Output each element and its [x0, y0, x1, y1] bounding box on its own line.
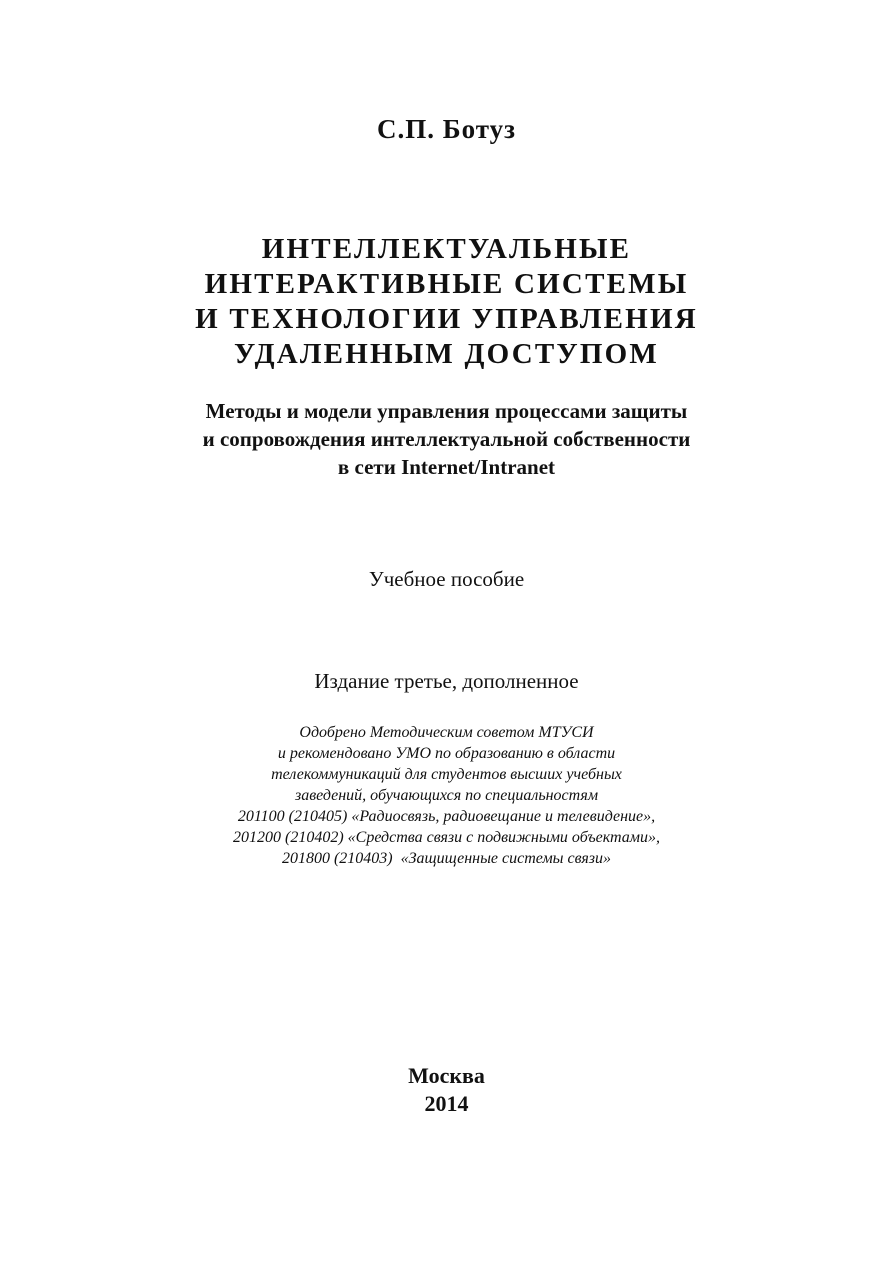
title-line-1: ИНТЕЛЛЕКТУАЛЬНЫЕ	[261, 233, 632, 265]
edition-note: Издание третье, дополненное	[314, 669, 579, 693]
approval-line-6: 201200 (210402) «Средства связи с подвижными объектами»,	[232, 829, 660, 846]
approval-line-2: и рекомендовано УМО по образованию в области	[277, 745, 616, 762]
approval-line-4: заведений, обучающихся по специальностям	[294, 787, 599, 804]
imprint	[0, 1062, 893, 1118]
title-line-3: И ТЕХНОЛОГИИ УПРАВЛЕНИЯ	[195, 303, 698, 335]
subtitle-line-1: Методы и модели управления процессами защиты	[205, 399, 688, 423]
approval-line-5: 201100 (210405) «Радиосвязь, радиовещание и телевидение»,	[237, 808, 656, 825]
imprint-city: Москва	[408, 1063, 485, 1088]
author-name: С.П. Ботуз	[376, 114, 516, 144]
title-line-2: ИНТЕРАКТИВНЫЕ СИСТЕМЫ	[204, 268, 689, 300]
subtitle-line-3: в сети Internet/Intranet	[337, 455, 556, 479]
approval-line-7: 201800 (210403) «Защищенные системы связи»	[281, 850, 612, 867]
subtitle-line-2: и сопровождения интеллектуальной собственности	[202, 427, 691, 451]
book-title	[0, 232, 893, 372]
book-subtitle	[0, 397, 893, 481]
approval-note	[0, 722, 893, 869]
approval-line-1: Одобрено Методическим советом МТУСИ	[299, 724, 594, 741]
publication-genre: Учебное пособие	[368, 567, 525, 591]
approval-line-3: телекоммуникаций для студентов высших учебных	[271, 766, 622, 783]
imprint-year: 2014	[424, 1091, 469, 1116]
title-line-4: УДАЛЕННЫМ ДОСТУПОМ	[234, 338, 659, 370]
